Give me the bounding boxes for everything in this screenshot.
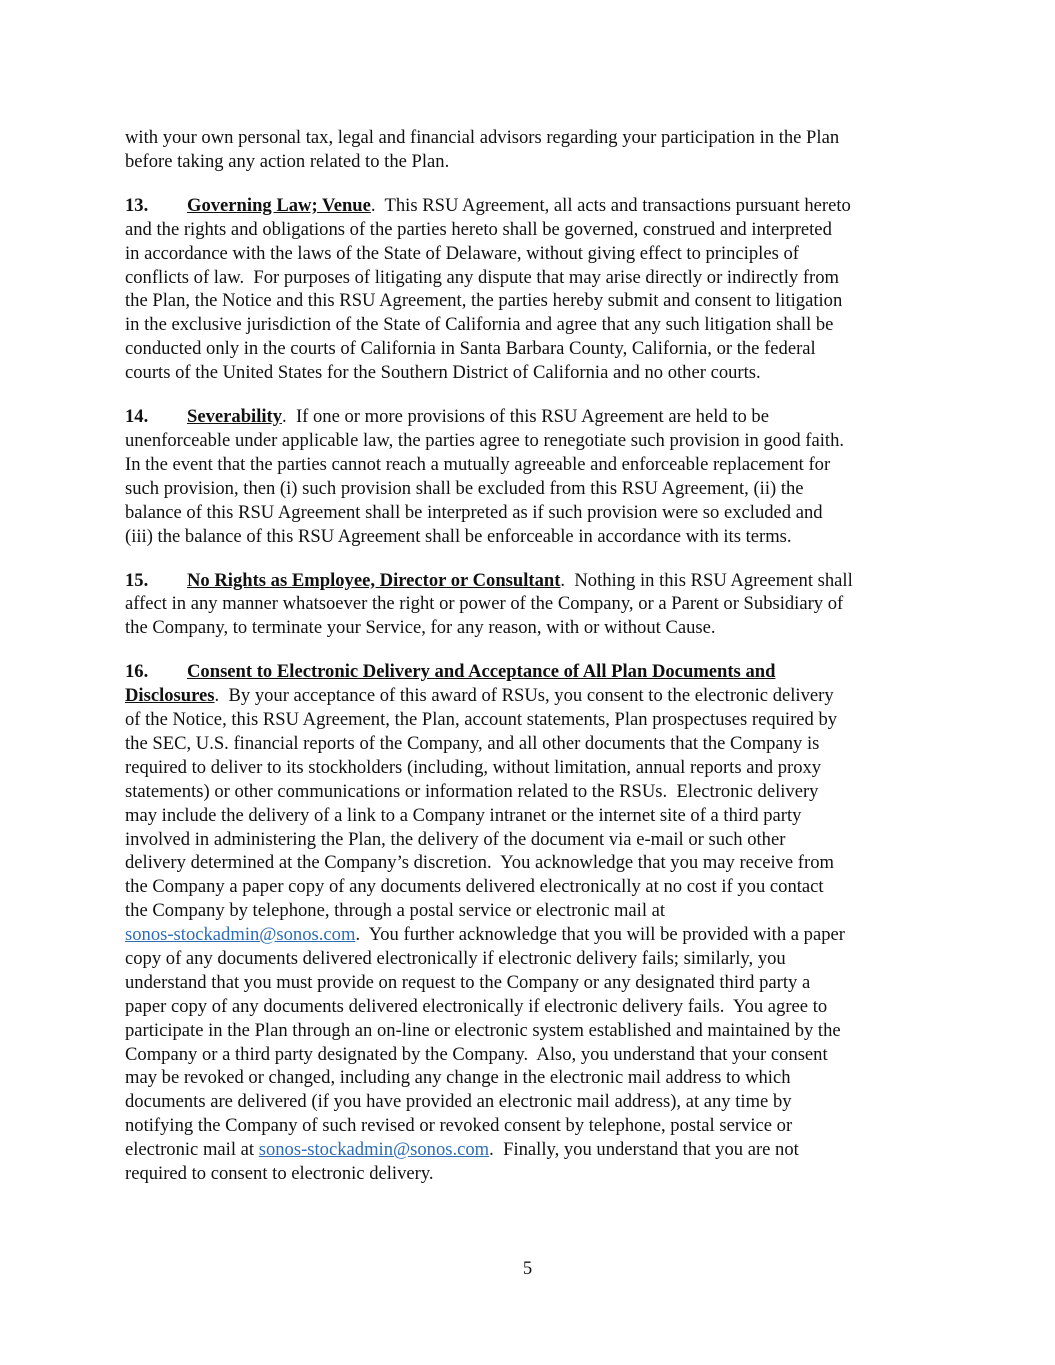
section-heading: Consent to Electronic Delivery and Acceptance of All Plan Documents and <box>187 661 776 683</box>
section-number: 14. <box>125 406 149 428</box>
body-text-line: with your own personal tax, legal and financial advisors regarding your participation in the Plan <box>125 127 840 148</box>
body-text-line: the SEC, U.S. financial reports of the Company, and all other documents that the Company is <box>125 732 820 754</box>
body-text-line: conflicts of law. For purposes of litigating any dispute that may arise directly or indirectly from <box>125 266 839 288</box>
body-text-line: may be revoked or changed, including any change in the electronic mail address to which <box>125 1067 791 1089</box>
body-text-line: in accordance with the laws of the State of Delaware, without giving effect to principles of <box>125 242 799 264</box>
document-page <box>125 126 935 1186</box>
body-text-line: (iii) the balance of this RSU Agreement shall be enforceable in accordance with its terms. <box>125 525 792 547</box>
section-heading: No Rights as Employee, Director or Consultant <box>187 569 561 591</box>
section-14 <box>125 405 935 548</box>
section-16 <box>125 660 935 1186</box>
body-text-line: copy of any documents delivered electronically if electronic delivery fails; similarly, you <box>125 947 786 969</box>
body-text-line: Company or a third party designated by the Company. Also, you understand that your consent <box>125 1043 828 1065</box>
body-text: . This RSU Agreement, all acts and transactions pursuant hereto <box>370 194 851 216</box>
body-text-line: may include the delivery of a link to a Company intranet or the internet site of a third party <box>125 804 802 826</box>
body-text-line: affect in any manner whatsoever the right or power of the Company, or a Parent or Subsidiary of <box>125 593 844 615</box>
body-text-line: conducted only in the courts of California in Santa Barbara County, California, or the federal <box>125 338 816 360</box>
body-text-line: statements) or other communications or information related to the RSUs. Electronic delivery <box>125 780 819 802</box>
section-heading: Severability <box>187 406 283 428</box>
body-text-line: In the event that the parties cannot reach a mutually agreeable and enforceable replacement for <box>125 453 831 475</box>
email-link[interactable]: sonos-stockadmin@sonos.com <box>125 924 356 946</box>
body-text-line: notifying the Company of such revised or revoked consent by telephone, postal service or <box>125 1115 793 1137</box>
body-text-line: balance of this RSU Agreement shall be interpreted as if such provision were so excluded and <box>125 501 823 523</box>
section-heading: Governing Law; Venue <box>187 194 371 216</box>
body-text-line: before taking any action related to the Plan. <box>125 150 450 172</box>
body-text-line: such provision, then (i) such provision shall be excluded from this RSU Agreement, (ii) the <box>125 477 804 499</box>
body-text: . You further acknowledge that you will be provided with a paper <box>355 924 845 946</box>
body-text-line: the Company by telephone, through a postal service or electronic mail at <box>125 900 666 922</box>
section-heading: Disclosures <box>125 685 215 707</box>
body-text: . If one or more provisions of this RSU Agreement are held to be <box>282 406 769 428</box>
body-text-line: required to deliver to its stockholders (including, without limitation, annual reports and proxy <box>125 756 822 778</box>
body-text-line: documents are delivered (if you have provided an electronic mail address), at any time by <box>125 1091 792 1113</box>
body-text-line: required to consent to electronic delivery. <box>125 1163 434 1184</box>
body-text-line: understand that you must provide on request to the Company or any designated third party a <box>125 971 811 993</box>
body-text: . Nothing in this RSU Agreement shall <box>560 569 853 591</box>
body-text-line: participate in the Plan through an on-line or electronic system established and maintained by the <box>125 1019 841 1041</box>
body-text: . By your acceptance of this award of RSUs, you consent to the electronic delivery <box>214 685 834 707</box>
body-text-line: the Company, to terminate your Service, for any reason, with or without Cause. <box>125 617 716 639</box>
body-text-line: unenforceable under applicable law, the parties agree to renegotiate such provision in good faith. <box>125 429 845 451</box>
section-number: 15. <box>125 569 149 591</box>
body-text: electronic mail at <box>125 1139 259 1161</box>
body-text-line: of the Notice, this RSU Agreement, the Plan, account statements, Plan prospectuses required by <box>125 709 838 731</box>
section-13 <box>125 194 935 385</box>
section-number: 16. <box>125 661 149 683</box>
body-text-line: courts of the United States for the Southern District of California and no other courts. <box>125 362 761 384</box>
page-number: 5 <box>522 1258 533 1279</box>
body-text-line: paper copy of any documents delivered electronically if electronic delivery fails. You agree to <box>125 995 828 1017</box>
body-text-line: delivery determined at the Company’s discretion. You acknowledge that you may receive from <box>125 852 834 874</box>
email-link[interactable]: sonos-stockadmin@sonos.com <box>258 1139 490 1161</box>
section-number: 13. <box>125 194 149 216</box>
body-text-line: the Plan, the Notice and this RSU Agreement, the parties hereby submit and consent to litigation <box>125 290 843 312</box>
body-text-line: involved in administering the Plan, the delivery of the document via e-mail or such other <box>125 828 786 850</box>
body-text: . Finally, you understand that you are not <box>489 1139 799 1161</box>
body-text-line: and the rights and obligations of the parties hereto shall be governed, construed and interpreted <box>125 218 832 240</box>
body-text-line: in the exclusive jurisdiction of the State of California and agree that any such litigation shall be <box>125 314 834 336</box>
body-text-line: the Company a paper copy of any documents delivered electronically at no cost if you contact <box>125 876 824 898</box>
section-15 <box>125 569 935 641</box>
